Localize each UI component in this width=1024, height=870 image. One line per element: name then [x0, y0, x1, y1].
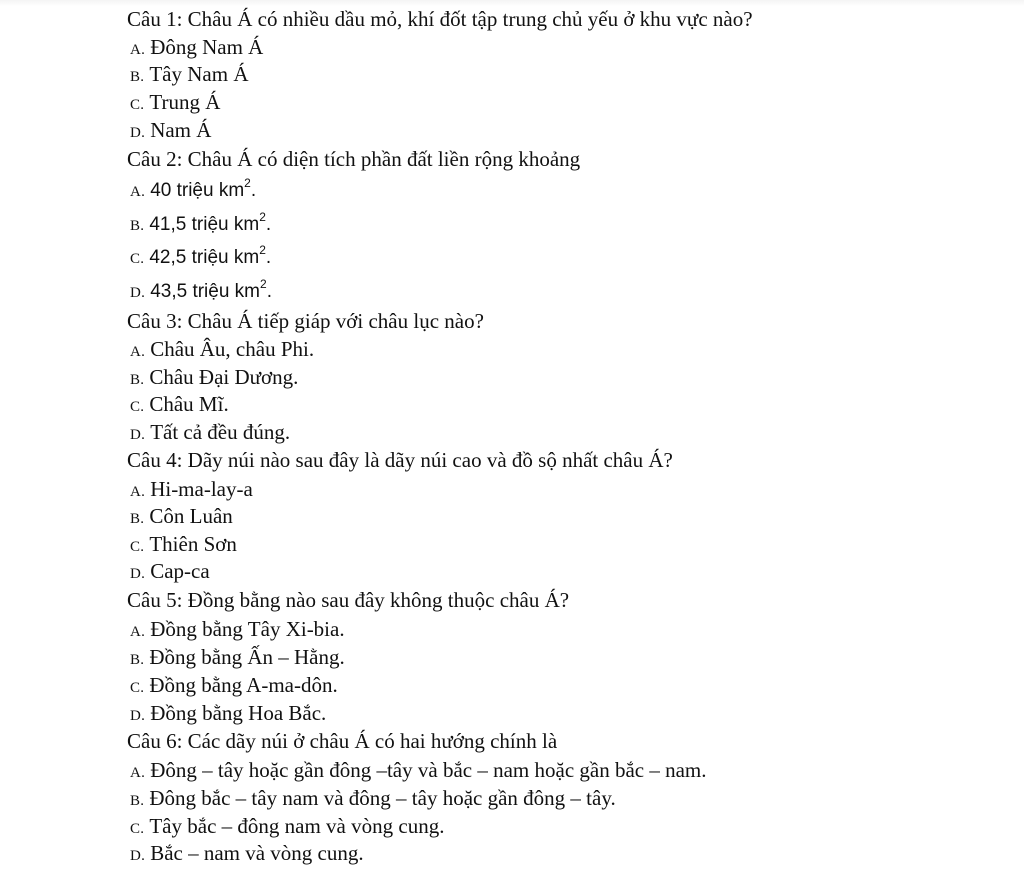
- option-letter: A.: [130, 765, 146, 781]
- option-letter: A.: [130, 184, 146, 200]
- option-letter: C.: [130, 97, 145, 113]
- option-tail: .: [265, 214, 272, 235]
- option-text: Đông Nam Á: [150, 35, 264, 59]
- option-letter: A.: [130, 624, 146, 640]
- question-3-option-c: [130, 390, 229, 421]
- question-2-option-c: [130, 244, 271, 273]
- option-tail: .: [265, 247, 272, 268]
- question-4-option-b: [130, 502, 233, 533]
- option-letter: C.: [130, 539, 145, 555]
- option-text: Châu Đại Dương.: [149, 365, 299, 389]
- option-text: Đồng bằng Ấn – Hằng.: [149, 645, 345, 669]
- option-letter: D.: [130, 427, 146, 443]
- option-letter: C.: [130, 821, 145, 837]
- option-text: 40 triệu km: [150, 180, 245, 201]
- option-text: Đông bắc – tây nam và đông – tây hoặc gần đông – tây.: [149, 786, 616, 810]
- option-text: Tây Nam Á: [149, 62, 249, 86]
- question-2-option-b: [130, 211, 271, 240]
- question-1-option-b: [130, 60, 249, 91]
- option-text: Tây bắc – đông nam và vòng cung.: [149, 814, 445, 838]
- question-3-title: Câu 3: Châu Á tiếp giáp với châu lục nào?: [127, 309, 484, 333]
- question-6-option-d: [130, 839, 364, 870]
- superscript: 2: [244, 176, 251, 190]
- question-1-title: Câu 1: Châu Á có nhiều dầu mỏ, khí đốt tập trung chủ yếu ở khu vực nào?: [127, 7, 753, 31]
- option-tail: .: [250, 180, 257, 201]
- option-text: Cap-ca: [150, 559, 210, 583]
- option-tail: .: [266, 281, 272, 302]
- option-letter: B.: [130, 793, 145, 809]
- option-letter: D.: [130, 566, 146, 582]
- question-2-option-a: [130, 177, 256, 206]
- option-letter: C.: [130, 251, 145, 267]
- question-3-option-a: [130, 335, 314, 366]
- option-letter: A.: [130, 42, 146, 58]
- superscript: 2: [259, 243, 266, 257]
- question-5-option-a: [130, 615, 345, 646]
- option-text: Đồng bằng Hoa Bắc.: [150, 701, 327, 725]
- option-letter: C.: [130, 399, 145, 415]
- question-6-option-a: [130, 756, 707, 787]
- option-text: 42,5 triệu km: [149, 247, 260, 268]
- question-5-option-b: [130, 643, 345, 674]
- option-text: Tất cả đều đúng.: [150, 420, 291, 444]
- option-letter: D.: [130, 125, 146, 141]
- question-5-option-c: [130, 671, 338, 702]
- option-letter: B.: [130, 69, 145, 85]
- option-letter: D.: [130, 848, 146, 864]
- option-text: Hi-ma-lay-a: [150, 477, 253, 501]
- option-text: Trung Á: [149, 90, 221, 114]
- option-letter: B.: [130, 652, 145, 668]
- option-text: Đồng bằng Tây Xi-bia.: [150, 617, 345, 641]
- option-text: Thiên Sơn: [149, 532, 237, 556]
- option-text: Châu Âu, châu Phi.: [150, 337, 315, 361]
- option-letter: A.: [130, 484, 146, 500]
- option-letter: B.: [130, 372, 145, 388]
- question-5-option-d: [130, 699, 326, 730]
- option-text: Bắc – nam và vòng cung.: [150, 841, 364, 865]
- superscript: 2: [259, 210, 266, 224]
- question-1-option-d: [130, 116, 211, 147]
- option-text: Đông – tây hoặc gần đông –tây và bắc – nam hoặc gần bắc – nam.: [150, 758, 707, 782]
- option-letter: D.: [130, 285, 146, 301]
- question-4-title: Câu 4: Dãy núi nào sau đây là dãy núi cao và đồ sộ nhất châu Á?: [127, 448, 673, 472]
- option-text: Đồng bằng A-ma-dôn.: [149, 673, 338, 697]
- option-text: Côn Luân: [149, 504, 233, 528]
- question-4-option-d: [130, 557, 210, 588]
- option-letter: C.: [130, 680, 145, 696]
- option-letter: B.: [130, 218, 145, 234]
- option-letter: B.: [130, 511, 145, 527]
- option-text: Châu Mĩ.: [149, 392, 229, 416]
- option-text: Nam Á: [150, 118, 212, 142]
- question-2-title: Câu 2: Châu Á có diện tích phần đất liền rộng khoảng: [127, 147, 581, 171]
- option-text: 43,5 triệu km: [150, 281, 261, 302]
- option-text: 41,5 triệu km: [149, 214, 260, 235]
- superscript: 2: [260, 277, 267, 291]
- option-letter: A.: [130, 344, 146, 360]
- question-5-title: Câu 5: Đồng bằng nào sau đây không thuộc châu Á?: [127, 588, 570, 612]
- question-2-option-d: [130, 278, 272, 307]
- option-letter: D.: [130, 708, 146, 724]
- question-6-option-b: [130, 784, 616, 815]
- question-3-option-d: [130, 418, 290, 449]
- question-1-option-c: [130, 88, 220, 119]
- question-6-title: Câu 6: Các dãy núi ở châu Á có hai hướng chính là: [127, 729, 558, 753]
